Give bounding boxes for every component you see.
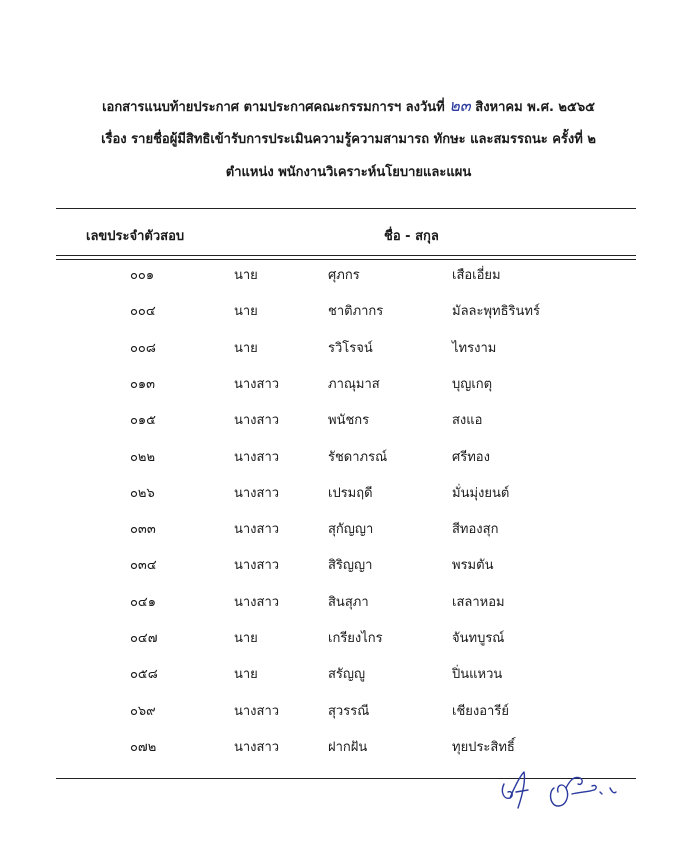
first-name: ชาติภากร [328, 304, 384, 320]
handwritten-signature-icon [496, 762, 636, 822]
handwritten-date-day: ๒๓ [449, 96, 471, 115]
name-prefix: นาย [234, 268, 258, 283]
exam-id: ๐๖๙ [130, 703, 156, 719]
name-prefix: นางสาว [234, 522, 280, 538]
last-name: ทุยประสิทธิ์ [452, 739, 515, 755]
exam-id: ๐๑๓ [130, 376, 156, 392]
document-title-line-2: เรื่อง รายชื่อผู้มีสิทธิเข้ารับการประเมินความรู้ความสามารถ ทักษะ และสมรรถนะ ครั้งที่ ๒ [101, 132, 596, 147]
first-name: พนัชกร [328, 413, 370, 429]
exam-id: ๐๓๔ [130, 558, 157, 574]
table-row [0, 409, 697, 429]
exam-id: ๐๓๓ [130, 522, 156, 538]
exam-id: ๐๕๘ [130, 667, 158, 683]
exam-id: ๐๐๑ [130, 268, 155, 283]
exam-id: ๐๒๒ [130, 449, 156, 465]
table-row [0, 736, 697, 756]
last-name: บุญเกตุ [452, 376, 493, 392]
first-name: รัชดาภรณ์ [328, 449, 388, 465]
table-row [0, 300, 697, 320]
document-title-line-3: ตำแหน่ง พนักงานวิเคราะห์นโยบายและแผน [225, 165, 472, 180]
last-name: จันทบูรณ์ [452, 631, 505, 646]
title-line1-prefix: เอกสารแนบท้ายประกาศ ตามประกาศคณะกรรมการฯ ลงวันที่ [102, 100, 445, 115]
name-prefix: นางสาว [234, 485, 280, 501]
column-header-exam-id: เลขประจำตัวสอบ [86, 229, 185, 244]
first-name: สรัญญู [328, 667, 366, 683]
name-prefix: นาย [234, 667, 258, 683]
exam-id: ๐๒๖ [130, 485, 155, 501]
table-row [0, 373, 697, 393]
title-line1-suffix: สิงหาคม พ.ศ. ๒๕๖๕ [475, 100, 595, 115]
first-name: ศุภกร [328, 268, 360, 283]
last-name: เสลาหอม [452, 594, 505, 610]
table-top-rule [56, 208, 636, 209]
first-name: เปรมฤดี [328, 485, 373, 501]
name-prefix: นางสาว [234, 594, 280, 610]
last-name: สงแอ [452, 413, 483, 429]
table-row [0, 554, 697, 574]
name-prefix: นางสาว [234, 413, 280, 429]
first-name: ฝากฝัน [328, 739, 368, 755]
last-name: มั่นมุ่งยนต์ [452, 485, 510, 501]
name-prefix: นางสาว [234, 449, 280, 465]
last-name: เชียงอารีย์ [452, 703, 509, 719]
exam-id: ๐๔๗ [130, 631, 158, 646]
first-name: สุวรรณี [328, 703, 370, 719]
table-row [0, 663, 697, 683]
name-prefix: นาย [234, 340, 258, 356]
exam-id: ๐๐๔ [130, 304, 156, 320]
table-row [0, 482, 697, 502]
last-name: ไทรงาม [452, 340, 497, 356]
table-row [0, 264, 697, 284]
name-prefix: นาย [234, 631, 258, 646]
last-name: พรมตัน [452, 558, 494, 574]
first-name: สุกัญญา [328, 522, 374, 538]
table-row [0, 518, 697, 538]
header-divider-rule [56, 255, 636, 256]
table-row [0, 591, 697, 611]
exam-id: ๐๐๘ [130, 340, 156, 356]
last-name: ปิ่นแหวน [452, 667, 503, 683]
name-prefix: นางสาว [234, 739, 280, 755]
table-row [0, 627, 697, 647]
first-name: เกรียงไกร [328, 631, 383, 646]
name-prefix: นางสาว [234, 703, 280, 719]
exam-id: ๐๑๕ [130, 413, 157, 429]
first-name: สินสุภา [328, 594, 369, 610]
table-row [0, 337, 697, 357]
last-name: สีทองสุก [452, 522, 499, 538]
exam-id: ๐๗๒ [130, 739, 157, 755]
document-title-line-1 [0, 94, 697, 119]
first-name: สิริญญา [328, 558, 373, 574]
table-row [0, 446, 697, 466]
last-name: ศรีทอง [452, 449, 490, 465]
last-name: เสือเอี่ยม [452, 268, 501, 283]
first-name: ภาณุมาส [328, 376, 380, 392]
column-header-full-name: ชื่อ - สกุล [384, 229, 439, 244]
name-prefix: นางสาว [234, 558, 280, 574]
name-prefix: นางสาว [234, 376, 280, 392]
first-name: รวิโรจน์ [328, 340, 373, 356]
last-name: มัลละพุทธิรินทร์ [452, 304, 540, 320]
header-divider-rule-double [56, 259, 636, 260]
exam-id: ๐๔๑ [130, 594, 157, 610]
name-prefix: นาย [234, 304, 258, 320]
table-row [0, 700, 697, 720]
